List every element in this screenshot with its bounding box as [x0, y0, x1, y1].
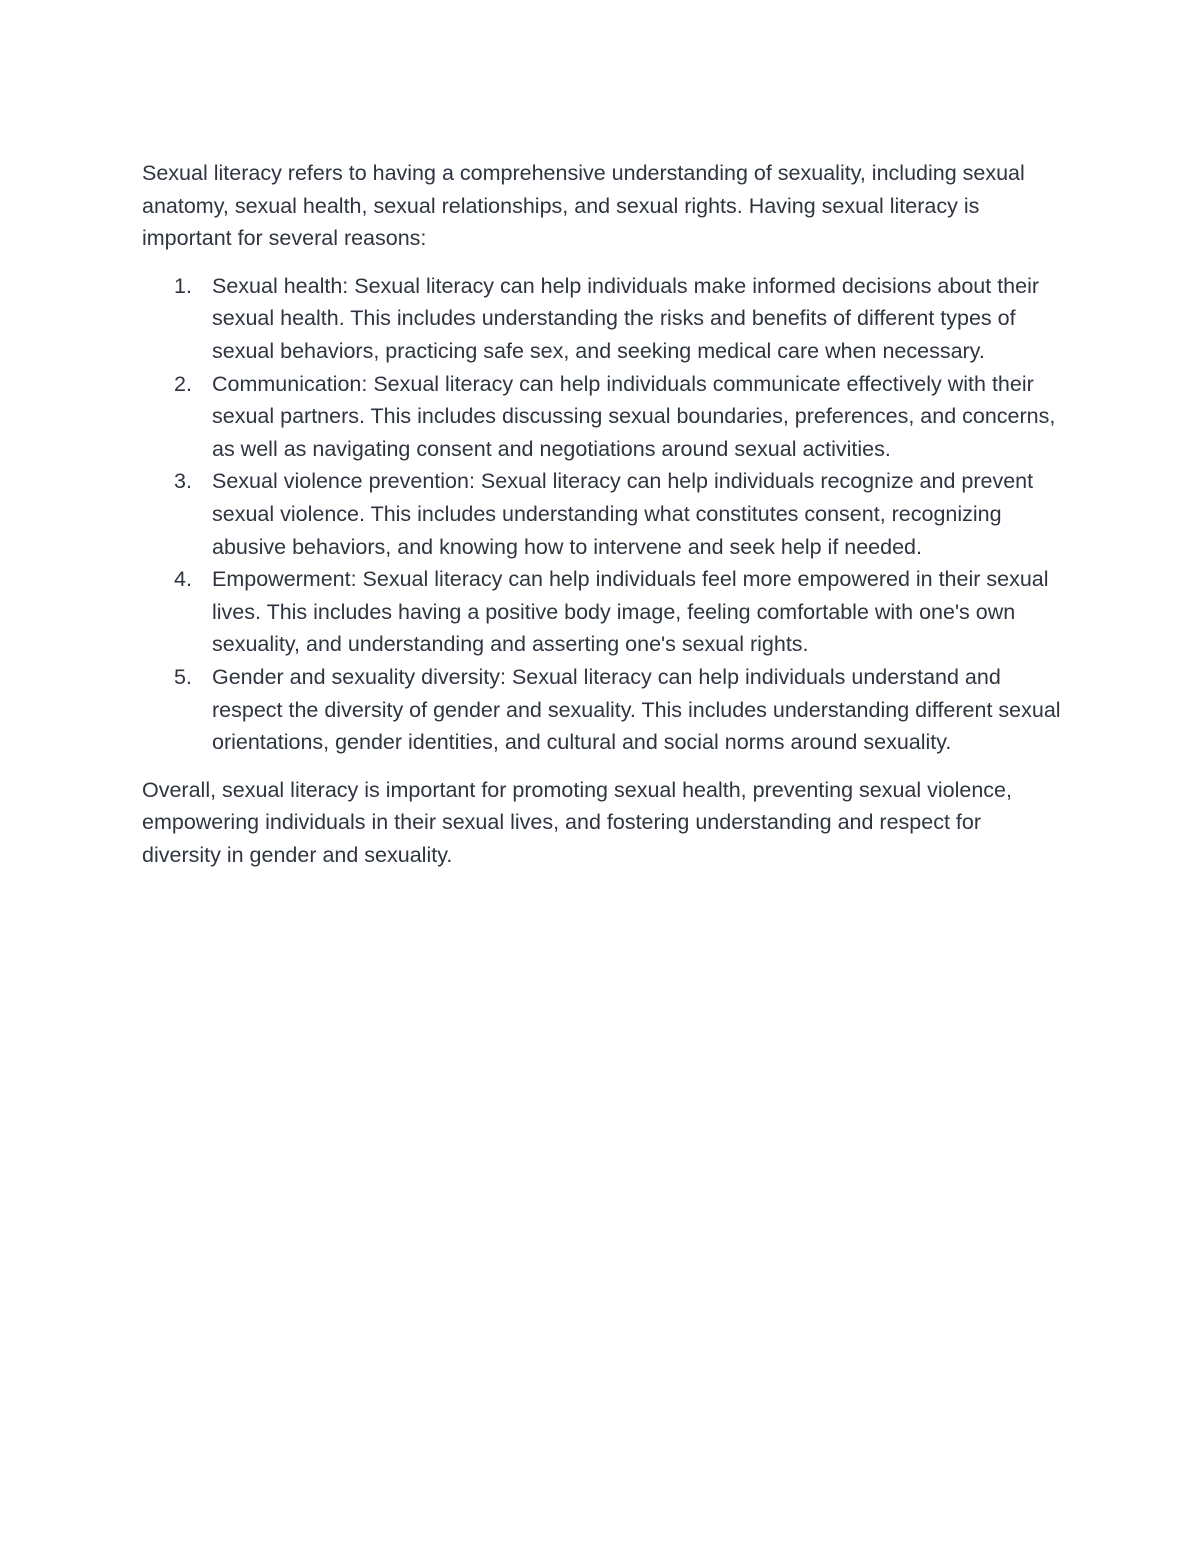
list-item-text: Communication: Sexual literacy can help individuals communicate effectively with their sexual partners. This includes discussing sexual boundaries, preferences, and concerns, as well as navigating consent and negotiations around sexual activities.: [212, 371, 1056, 461]
list-item-text: Empowerment: Sexual literacy can help individuals feel more empowered in their sexual lives. This includes having a positive body image, feeling comfortable with one's own sexuality, and understanding and asserting one's sexual rights.: [212, 567, 1049, 657]
list-item-text: Gender and sexuality diversity: Sexual literacy can help individuals understand and respect the diversity of gender and sexuality. This includes understanding different sexual orientations, gender identities, and cultural and social norms around sexuality.: [212, 664, 1061, 755]
list-item-text: Sexual health: Sexual literacy can help individuals make informed decisions about their sexual health. This includes understanding the risks and benefits of different types of sexual behaviors, practicing safe sex, and seeking medical care when necessary.: [212, 273, 1040, 363]
list-item-text: Sexual violence prevention: Sexual literacy can help individuals recognize and prevent sexual violence. This includes understanding what constitutes consent, recognizing abusive behaviors, and knowing how to intervene and seek help if needed.: [212, 469, 1034, 559]
list-item: [142, 465, 1062, 563]
list-item-number: 1.: [174, 273, 192, 298]
list-item-number: 2.: [174, 371, 192, 396]
intro-paragraph: Sexual literacy refers to having a comprehensive understanding of sexuality, including sexual anatomy, sexual health, sexual relationships, and sexual rights. Having sexual literacy is important for several reasons:: [142, 161, 1025, 251]
list-item: [142, 368, 1062, 466]
list-item: [142, 270, 1062, 368]
list-item-number: 5.: [174, 664, 192, 689]
list-item-number: 4.: [174, 567, 192, 592]
document-body: [142, 157, 1062, 871]
conclusion-paragraph: Overall, sexual literacy is important for promoting sexual health, preventing sexual violence, empowering individuals in their sexual lives, and fostering understanding and respect for diversity in gender and sexuality.: [142, 777, 1012, 867]
list-item: [142, 661, 1062, 759]
list-item: [142, 563, 1062, 661]
reasons-list: [142, 270, 1062, 759]
list-item-number: 3.: [174, 469, 192, 494]
